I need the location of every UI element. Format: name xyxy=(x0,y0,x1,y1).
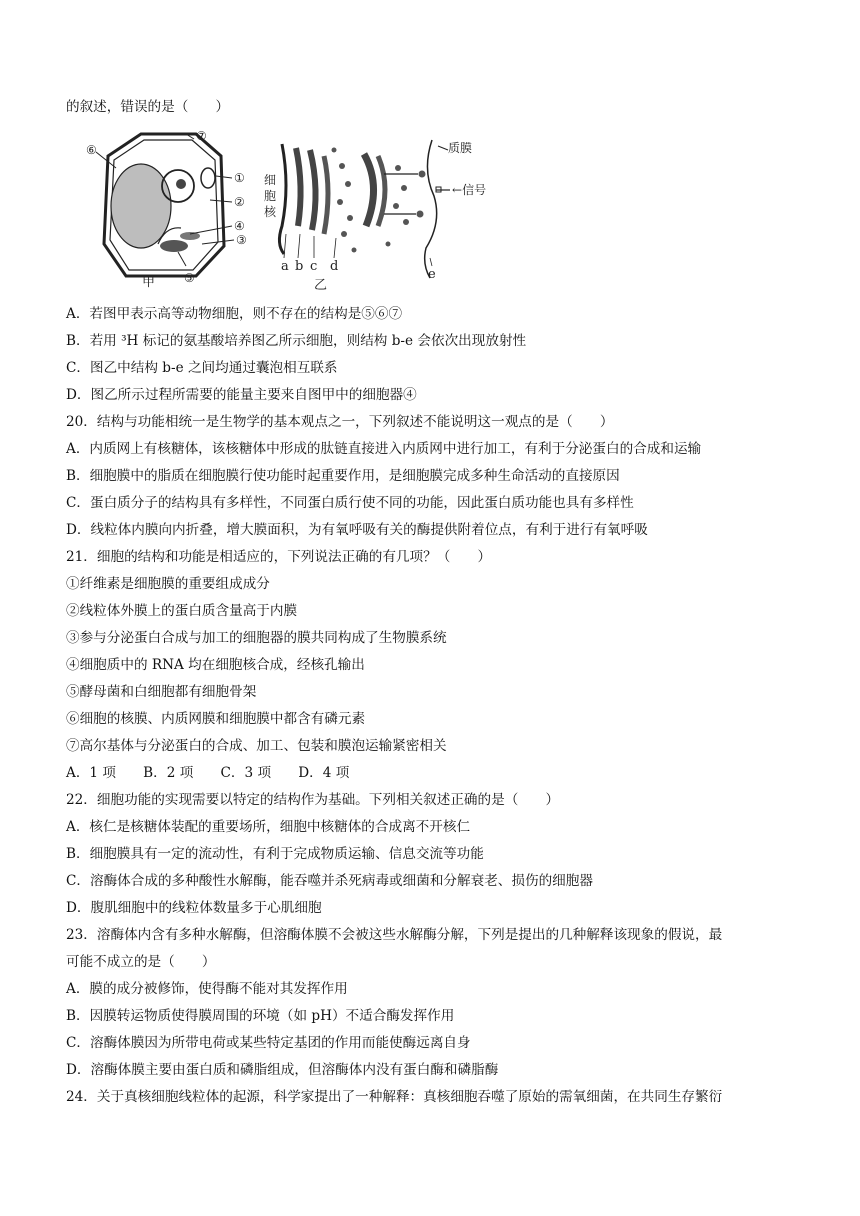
text-line: D．溶酶体膜主要由蛋白质和磷脂组成，但溶酶体内没有蛋白酶和磷脂酶 xyxy=(66,1062,499,1078)
yi-nucleus-label-3: 核 xyxy=(264,205,277,219)
text-line: 可能不成立的是（ ） xyxy=(66,954,216,970)
jia-num-4: ④ xyxy=(234,219,245,233)
jia-num-1: ① xyxy=(234,171,245,185)
yi-nucleus-label-2: 胞 xyxy=(264,189,277,203)
jia-num-6: ⑥ xyxy=(86,143,97,157)
cell-diagram-figure xyxy=(86,126,506,294)
text-line: A．1 项 B．2 项 C．3 项 D．4 项 xyxy=(66,765,350,781)
text-line: ⑥细胞的核膜、内质网膜和细胞膜中都含有磷元素 xyxy=(66,711,366,727)
yi-letter-b: b xyxy=(295,259,304,274)
question-22: 22．细胞功能的实现需要以特定的结构作为基础。下列相关叙述正确的是（ ） xyxy=(66,792,560,808)
yi-letter-a: a xyxy=(281,259,289,274)
jia-num-7: ⑦ xyxy=(196,129,207,143)
yi-signal-label: ←信号 xyxy=(452,183,487,197)
text-line: ⑤酵母菌和白细胞都有细胞骨架 xyxy=(66,684,257,700)
jia-num-5: ⑤ xyxy=(184,271,195,285)
yi-membrane-label: 质膜 xyxy=(448,141,473,155)
question-23: 23．溶酶体内含有多种水解酶，但溶酶体膜不会被这些水解酶分解，下列是提出的几种解释该现象的假说，最 xyxy=(66,927,723,943)
yi-letter-d: d xyxy=(330,259,339,274)
yi-letter-e: e xyxy=(428,267,436,282)
text-line: ①纤维素是细胞膜的重要组成成分 xyxy=(66,576,270,592)
text-line: C．溶酶体膜因为所带电荷或某些特定基团的作用而能使酶远离自身 xyxy=(66,1035,471,1051)
yi-letter-c: c xyxy=(310,259,318,274)
text-line: B．若用 ³H 标记的氨基酸培养图乙所示细胞，则结构 b-e 会依次出现放射性 xyxy=(66,333,527,349)
text-line: ②线粒体外膜上的蛋白质含量高于内膜 xyxy=(66,603,298,619)
question-24: 24．关于真核细胞线粒体的起源，科学家提出了一种解释：真核细胞吞噬了原始的需氧细菌，在共同生存繁衍 xyxy=(66,1089,723,1105)
diagram-yi xyxy=(279,140,450,278)
jia-label: 甲 xyxy=(142,275,156,290)
text-line: ③参与分泌蛋白合成与加工的细胞器的膜共同构成了生物膜系统 xyxy=(66,630,447,646)
jia-num-2: ② xyxy=(234,195,245,209)
text-line: C．蛋白质分子的结构具有多样性，不同蛋白质行使不同的功能，因此蛋白质功能也具有多样性 xyxy=(66,495,634,511)
text-line: C．图乙中结构 b-e 之间均通过囊泡相互联系 xyxy=(66,360,338,376)
jia-num-3: ③ xyxy=(236,233,247,247)
diagram-jia xyxy=(96,134,234,276)
text-line: A．膜的成分被修饰，使得酶不能对其发挥作用 xyxy=(66,981,348,997)
question-21: 21．细胞的结构和功能是相适应的，下列说法正确的有几项？（ ） xyxy=(66,549,492,565)
yi-label: 乙 xyxy=(314,278,328,293)
cell-diagram-svg xyxy=(86,126,506,294)
text-line: D．图乙所示过程所需要的能量主要来自图甲中的细胞器④ xyxy=(66,387,417,403)
text-line: C．溶酶体合成的多种酸性水解酶，能吞噬并杀死病毒或细菌和分解衰老、损伤的细胞器 xyxy=(66,873,593,889)
text-line: D．腹肌细胞中的线粒体数量多于心肌细胞 xyxy=(66,900,322,916)
text-line: 的叙述，错误的是（ ） xyxy=(66,99,230,115)
text-line: A．核仁是核糖体装配的重要场所，细胞中核糖体的合成离不开核仁 xyxy=(66,819,471,835)
vacuole-shape xyxy=(111,164,171,248)
text-line: B．因膜转运物质使得膜周围的环境（如 pH）不适合酶发挥作用 xyxy=(66,1008,455,1024)
text-line: ④细胞质中的 RNA 均在细胞核合成，经核孔输出 xyxy=(66,657,365,673)
text-line: A．若图甲表示高等动物细胞，则不存在的结构是⑤⑥⑦ xyxy=(66,306,403,322)
question-20: 20．结构与功能相统一是生物学的基本观点之一，下列叙述不能说明这一观点的是（ ） xyxy=(66,414,614,430)
chloroplast-shape xyxy=(160,240,188,252)
text-line: B．细胞膜中的脂质在细胞膜行使功能时起重要作用，是细胞膜完成多种生命活动的直接原因 xyxy=(66,468,620,484)
yi-nucleus-label-1: 细 xyxy=(264,173,277,187)
text-line: B．细胞膜具有一定的流动性，有利于完成物质运输、信息交流等功能 xyxy=(66,846,484,862)
text-line: ⑦高尔基体与分泌蛋白的合成、加工、包装和膜泡运输紧密相关 xyxy=(66,738,447,754)
text-line: A．内质网上有核糖体，该核糖体中形成的肽链直接进入内质网中进行加工，有利于分泌蛋白的合成和运输 xyxy=(66,441,702,457)
text-line: D．线粒体内膜向内折叠，增大膜面积，为有氧呼吸有关的酶提供附着位点，有利于进行有氧呼吸 xyxy=(66,522,648,538)
